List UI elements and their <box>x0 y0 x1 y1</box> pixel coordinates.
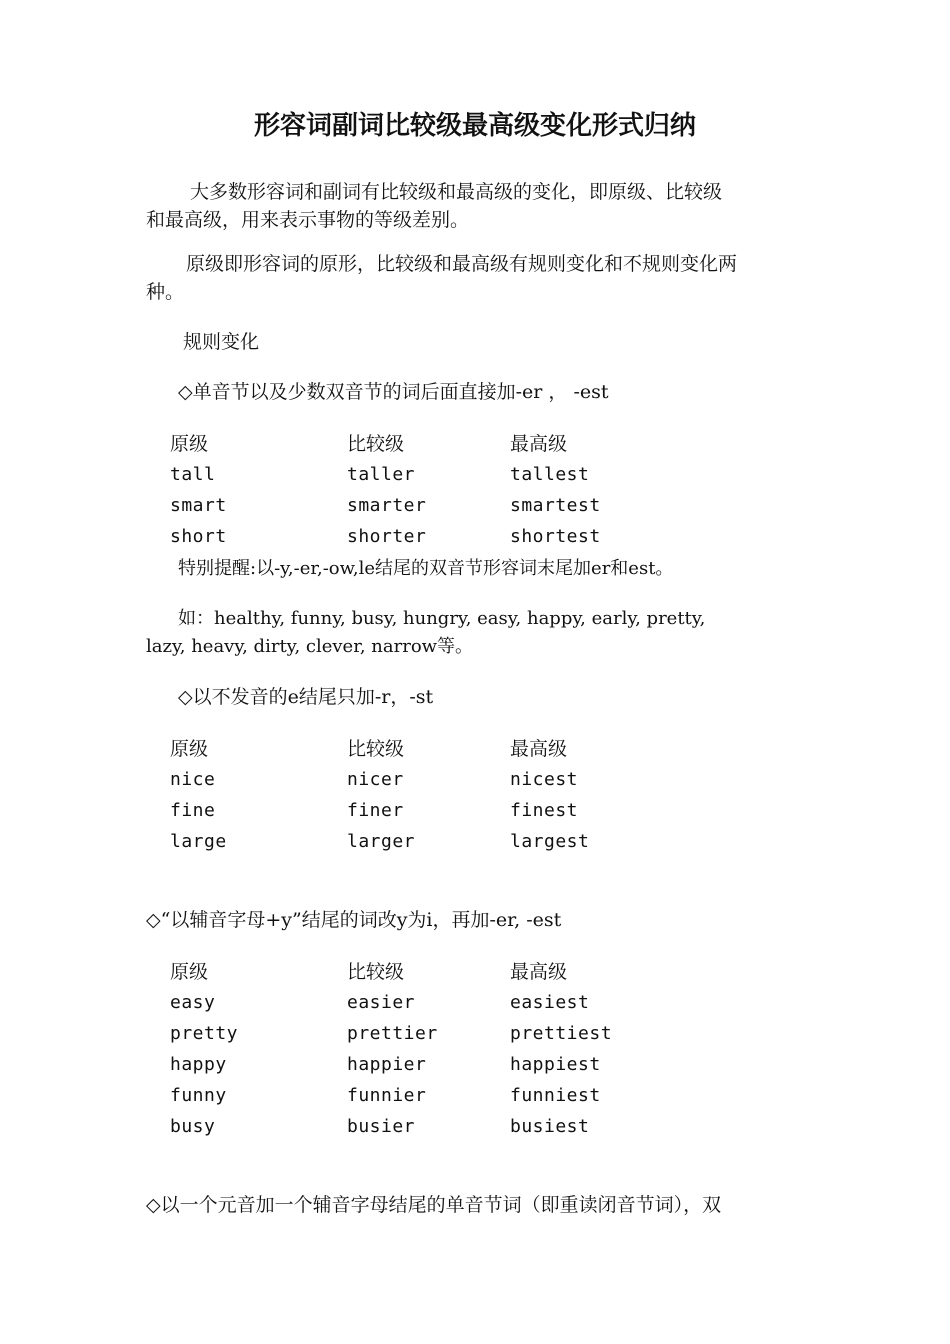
rule2-table <box>170 735 670 859</box>
comparative: smarter <box>347 495 427 516</box>
table-header-row <box>170 430 670 461</box>
rule3-heading: ◇“以辅音字母+y”结尾的词改y为i，再加-er, -est <box>146 909 562 931</box>
base-form: busy <box>170 1116 216 1137</box>
rule4-heading: ◇以一个元音加一个辅音字母结尾的单音节词（即重读闭音节词），双 <box>146 1194 722 1216</box>
table-row <box>170 1113 670 1144</box>
intro-line-1: 大多数形容词和副词有比较级和最高级的变化，即原级、比较级 <box>190 181 723 203</box>
header-superlative: 最高级 <box>510 738 568 760</box>
superlative: largest <box>510 831 590 852</box>
superlative: smartest <box>510 495 601 516</box>
rule1-table <box>170 430 670 554</box>
base-form: nice <box>170 769 216 790</box>
table-header-row <box>170 958 670 989</box>
base-form: pretty <box>170 1023 239 1044</box>
rule1-heading: ◇单音节以及少数双音节的词后面直接加-er ， -est <box>178 381 609 403</box>
example-paragraph <box>146 605 808 661</box>
superlative: happiest <box>510 1054 601 1075</box>
header-comparative: 比较级 <box>347 961 405 983</box>
superlative: finest <box>510 800 579 821</box>
table-row <box>170 797 670 828</box>
header-base-form: 原级 <box>170 433 209 455</box>
header-comparative: 比较级 <box>347 738 405 760</box>
definition-line-2: 种。 <box>146 281 185 303</box>
base-form: funny <box>170 1085 227 1106</box>
table-row <box>170 1020 670 1051</box>
header-base-form: 原级 <box>170 961 209 983</box>
base-form: fine <box>170 800 216 821</box>
example-line-1: 如：healthy, funny, busy, hungry, easy, happy, early, pretty, <box>178 608 706 629</box>
definition-paragraph <box>146 250 808 306</box>
base-form: smart <box>170 495 227 516</box>
example-line-2: lazy, heavy, dirty, clever, narrow等。 <box>146 636 474 657</box>
special-note: 特别提醒:以-y,-er,-ow,le结尾的双音节形容词末尾加er和est。 <box>178 558 674 579</box>
page-title: 形容词副词比较级最高级变化形式归纳 <box>253 111 696 141</box>
intro-line-2: 和最高级，用来表示事物的等级差别。 <box>146 209 470 231</box>
header-superlative: 最高级 <box>510 961 568 983</box>
table-row <box>170 523 670 554</box>
comparative: easier <box>347 992 416 1013</box>
base-form: large <box>170 831 227 852</box>
base-form: short <box>170 526 227 547</box>
table-row <box>170 1051 670 1082</box>
table-row <box>170 1082 670 1113</box>
comparative: prettier <box>347 1023 438 1044</box>
table-header-row <box>170 735 670 766</box>
table-row <box>170 461 670 492</box>
comparative: nicer <box>347 769 404 790</box>
base-form: easy <box>170 992 216 1013</box>
header-comparative: 比较级 <box>347 433 405 455</box>
rule2-heading: ◇以不发音的e结尾只加-r，-st <box>178 686 434 708</box>
base-form: tall <box>170 464 216 485</box>
rule3-table <box>170 958 670 1144</box>
comparative: funnier <box>347 1085 427 1106</box>
table-row <box>170 492 670 523</box>
table-row <box>170 766 670 797</box>
intro-paragraph <box>146 178 808 234</box>
superlative: easiest <box>510 992 590 1013</box>
superlative: prettiest <box>510 1023 613 1044</box>
header-base-form: 原级 <box>170 738 209 760</box>
base-form: happy <box>170 1054 227 1075</box>
comparative: shorter <box>347 526 427 547</box>
comparative: happier <box>347 1054 427 1075</box>
superlative: shortest <box>510 526 601 547</box>
superlative: nicest <box>510 769 579 790</box>
comparative: larger <box>347 831 416 852</box>
header-superlative: 最高级 <box>510 433 568 455</box>
superlative: tallest <box>510 464 590 485</box>
comparative: busier <box>347 1116 416 1137</box>
regular-change-heading: 规则变化 <box>183 331 260 353</box>
superlative: funniest <box>510 1085 601 1106</box>
table-row <box>170 989 670 1020</box>
comparative: taller <box>347 464 416 485</box>
table-row <box>170 828 670 859</box>
definition-line-1: 原级即形容词的原形，比较级和最高级有规则变化和不规则变化两 <box>186 253 738 275</box>
comparative: finer <box>347 800 404 821</box>
superlative: busiest <box>510 1116 590 1137</box>
